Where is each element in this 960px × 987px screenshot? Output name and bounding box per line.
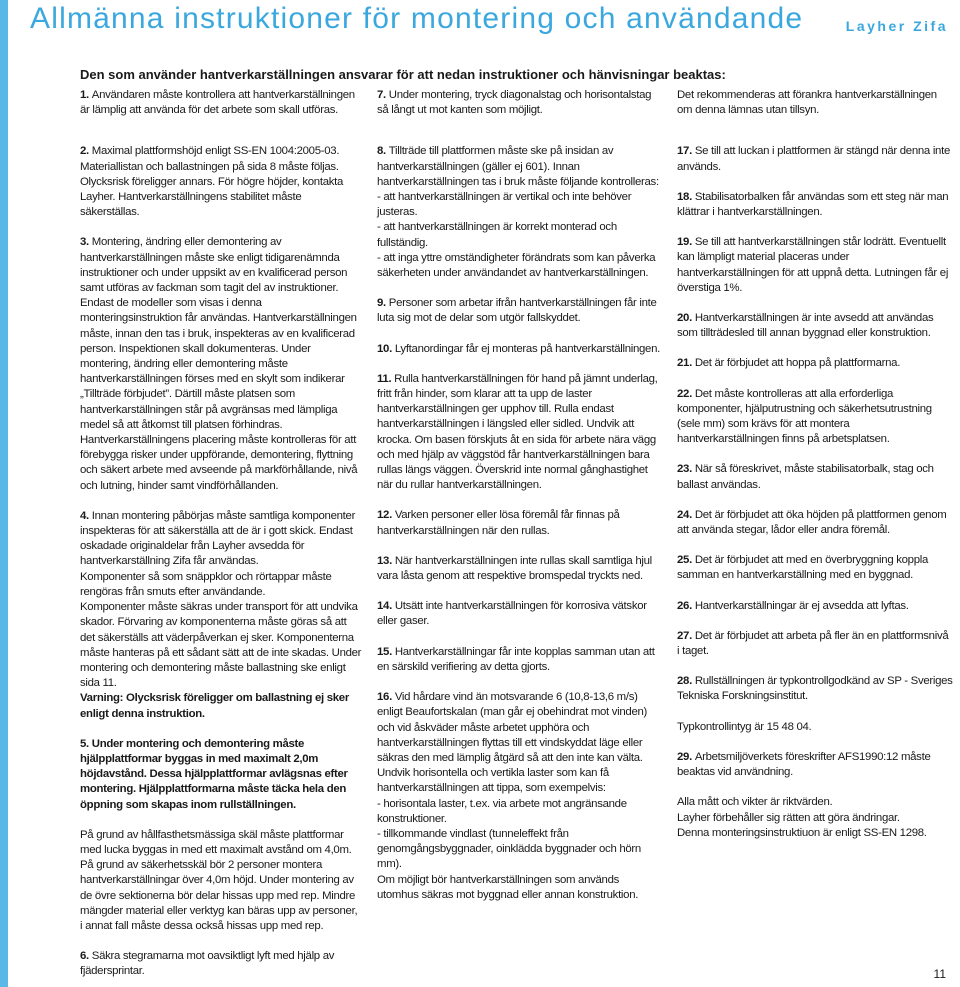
instruction-15: 15. Hantverkarställningar får inte kopplas samman utan att en särskild verifiering av detta gjorts. — [377, 645, 655, 673]
instruction-23: 23. När så föreskrivet, måste stabilisatorbalk, stag och ballast användas. — [677, 463, 934, 491]
instruction-14: 14. Utsätt inte hantverkarställningen för korrosiva vätskor eller gaser. — [377, 600, 647, 628]
instruction-16: 16. Vid hårdare vind än motsvarande 6 (10,8-13,6 m/s) enligt Beaufortskalan (man går ej obehindrat mot vinden) och vid åskväder måste arbetet upphöra och hantverkarställningen flyttas till ett vindskyddat läge eller säkras den med lämplig åtgärd så att den inte kan välta. — [377, 691, 648, 764]
instruction-26: 26. Hantverkarställningar är ej avsedda att lyftas. — [677, 599, 909, 612]
instruction-3: 3. Montering, ändring eller demontering av hantverkarställningen måste ske enligt tidigarenämnda instruktioner och under uppsikt av en kvalificerad person samt utföras av fackman som tagit del av instruktioner. — [80, 236, 348, 295]
instruction-6: 6. Säkra stegramarna mot oavsiktligt lyft med hjälp av fjädersprintar. — [80, 950, 335, 978]
instruction-13: 13. När hantverkarställningen inte rullas skall samtliga hjul vara låsta genom att respektive bromspedal tryckts ned. — [377, 554, 652, 583]
brand-name: Layher Zifa — [845, 18, 948, 34]
instruction-8-c: - att hantverkarställningen är korrekt monterad och fullständig. — [377, 221, 617, 249]
instruction-16-b: Undvik horisontella och vertikla laster som kan få hantverkarställningen att tippa, som exempelvis: — [377, 767, 609, 795]
instruction-16-d: - tillkommande vindlast (tunneleffekt från genomgångsbyggnader, oinklädda byggnader och hörn mm). — [377, 827, 641, 871]
instruction-20: 20. Hantverkarställningen är inte avsedd att användas som tillträdesled till annan byggnad eller konstruktion. — [677, 312, 934, 340]
page-title: Allmänna instruktioner för montering och användande — [30, 2, 804, 35]
column-2 — [377, 88, 662, 903]
instruction-19: 19. Se till att hantverkarställningen står lodrätt. Eventuellt kan lämpligt material placeras under hantverkarställningen för att uppnå detta. Lutningen får ej överstiga 1%. — [677, 236, 949, 294]
note-dimensions: Alla mått och vikter är riktvärden. — [677, 796, 833, 809]
instruction-16-e: Om möjligt bör hantverkarställningen som används utomhus säkras mot byggnad eller annan konstruktion. — [377, 873, 639, 901]
instruction-2: 2. Maximal plattformshöjd enligt SS-EN 1004:2005-03. Materiallistan och ballastningen på sida 8 måste följas. Olycksrisk föreligger annars. För högre höjder, kontakta Layher. Hantverkarställningens stabilitet måste säkerställas. — [80, 145, 344, 219]
instruction-29: 29. Arbetsmiljöverkets föreskrifter AFS1990:12 måste beaktas vid användning. — [677, 750, 931, 779]
column-3 — [677, 88, 953, 841]
instruction-28: 28. Rullställningen är typkontrollgodkänd av SP - Sveriges Tekniska Forskningsinstitut. — [677, 675, 953, 703]
instruction-24: 24. Det är förbjudet att öka höjden på plattformen genom att använda stegar, lådor eller andra föremål. — [677, 508, 947, 537]
warning-text: Varning: Olycksrisk föreligger om ballastning ej sker enligt denna instruktion. — [80, 692, 349, 720]
instruction-4-c: Komponenter måste säkras under transport för att undvika skador. Förvaring av komponenterna måste göras så att det säkerställs att väderpåverkan ej sker. Komponenterna måste hanteras på ett sådant sätt att de inte skadas. Under montering och demontering måste ballastning ske enligt sida 11. — [80, 601, 362, 690]
instruction-17: 17. Se till att luckan i plattformen är stängd när denna inte används. — [677, 145, 950, 173]
instruction-25: 25. Det är förbjudet att med en överbryggning koppla samman en hantverkarställning med en byggnad. — [677, 554, 928, 582]
instruction-8-b: - att hantverkarställningen är vertikal och inte behöver justeras. — [377, 191, 632, 219]
instruction-10: 10. Lyftanordingar får ej monteras på hantverkarställningen. — [377, 342, 660, 355]
instruction-18: 18. Stabilisatorbalken får användas som ett steg när man klättrar i hantverkarställningen. — [677, 190, 949, 219]
instruction-8-d: - att inga yttre omständigheter förändrats som kan påverka säkerheten under användandet av hantverkarställningen. — [377, 251, 656, 280]
intro-text: Den som använder hantverkarställningen ansvarar för att nedan instruktioner och hänvisningar beaktas: — [80, 67, 726, 82]
instruction-1: 1. Användaren måste kontrollera att hantverkarställningen är lämplig att använda för det arbete som skall utföras. — [80, 89, 355, 117]
instruction-4: 4. Innan montering påbörjas måste samtliga komponenter inspekteras för att säkerställa att de är i gott skick. Endast oskadade originaldelar från Layher avsedda för hantverkarställning Zifa får användas. — [80, 509, 356, 568]
page-number: 11 — [933, 967, 946, 981]
instruction-22: 22. Det måste kontrolleras att alla erforderliga komponenter, hjälputrustning och säkerhetsutrustning (sele mm) som krävs för att montera hantverkarställningen finns på arbetsplatsen. — [677, 387, 932, 446]
instruction-11: 11. Rulla hantverkarställningen för hand på jämnt underlag, fritt från hinder, som klarar att ta upp de laster hantverkarställningen ger upphov till. Rulla endast hantverkarställningen i längsled eller sidled. Undvik att krocka. Om basen förskjuts åt en sida för arbete nära vägg och med hjälp av väggstöd får hantverkarställningen bara rullas längs väggen. Överskrid inte normal gånghastighet när du rullar hantverkarställningen. — [377, 372, 658, 492]
accent-bar — [0, 0, 8, 987]
type-approval: Typkontrollintyg är 15 48 04. — [677, 720, 812, 733]
page-header — [0, 0, 960, 50]
instruction-21: 21. Det är förbjudet att hoppa på plattformarna. — [677, 357, 901, 370]
instruction-5-b: På grund av hållfasthetsmässiga skäl måste plattformar med lucka byggas in med ett maximalt avstånd om 4,0m. På grund av säkerhetsskäl bör 2 personer montera hantverkarställningar över 4,0m höjd. Under montering av de övre sektionerna bör delar hissas upp med rep. Mindre mängder material eller verktyg kan bäras upp av personer, i annat fall måste dessa också hissas upp med rep. — [80, 828, 358, 932]
instruction-4-b: Komponenter så som snäppklor och rörtappar måste rengöras från smuts efter användande. — [80, 570, 332, 598]
instruction-3-b: Endast de modeller som visas i denna monteringsinstruktion får användas. Hantverkarställningen måste, innan den tas i bruk, inspekteras av en kvalificerad person. Inspektionen skall dokumenteras. Under montering, ändring eller demontering måste hantverkarställningen förses med en skylt som indikerar „Tillträde förbjudet”. Därtill måste platsen som hantverkarställningen står på avgränsas med lämpliga medel så att åtkomst till platsen förhindras. — [80, 297, 357, 431]
column-1 — [80, 88, 362, 980]
instruction-27: 27. Det är förbjudet att arbeta på fler än en plattformsnivå i taget. — [677, 629, 949, 658]
instruction-16-c: - horisontala laster, t.ex. via arbete mot angränsande konstruktioner. — [377, 797, 627, 825]
instruction-5: 5. Under montering och demontering måste hjälpplattformar byggas in med maximalt 2,0m höjdavstånd. Dessa hjälpplattformar avlägsnas efter montering. Hjälpplattformarna måste täcka hela den öppning som skapas inom rullställningen. — [80, 737, 348, 811]
instruction-7: 7. Under montering, tryck diagonalstag och horisontalstag så långt ut mot kanten som möjligt. — [377, 89, 652, 117]
note-standard: Denna monteringsinstruktiuon är enligt SS-EN 1298. — [677, 826, 927, 839]
instruction-7-cont: Det rekommenderas att förankra hantverkarställningen om denna lämnas utan tillsyn. — [677, 89, 937, 117]
instruction-12: 12. Varken personer eller lösa föremål får finnas på hantverkarställningen när den rullas. — [377, 509, 620, 537]
instruction-9: 9. Personer som arbetar ifrån hantverkarställningen får inte luta sig mot de delar som utgör fallskyddet. — [377, 297, 657, 325]
instruction-3-c: Hantverkarställningens placering måste kontrolleras för att förebygga risker under uppförande, demontering, flyttning och säkert arbete med avseende på markförhållande, nivå och lutning, hinder samt vindförhållanden. — [80, 434, 358, 492]
note-changes: Layher förbehåller sig rätten att göra ändringar. — [677, 811, 900, 824]
instruction-8: 8. Tillträde till plattformen måste ske på insidan av hantverkarställningen (gäller ej 601). Innan hantverkarställningen tas i bruk måste följande kontrolleras: — [377, 145, 659, 188]
